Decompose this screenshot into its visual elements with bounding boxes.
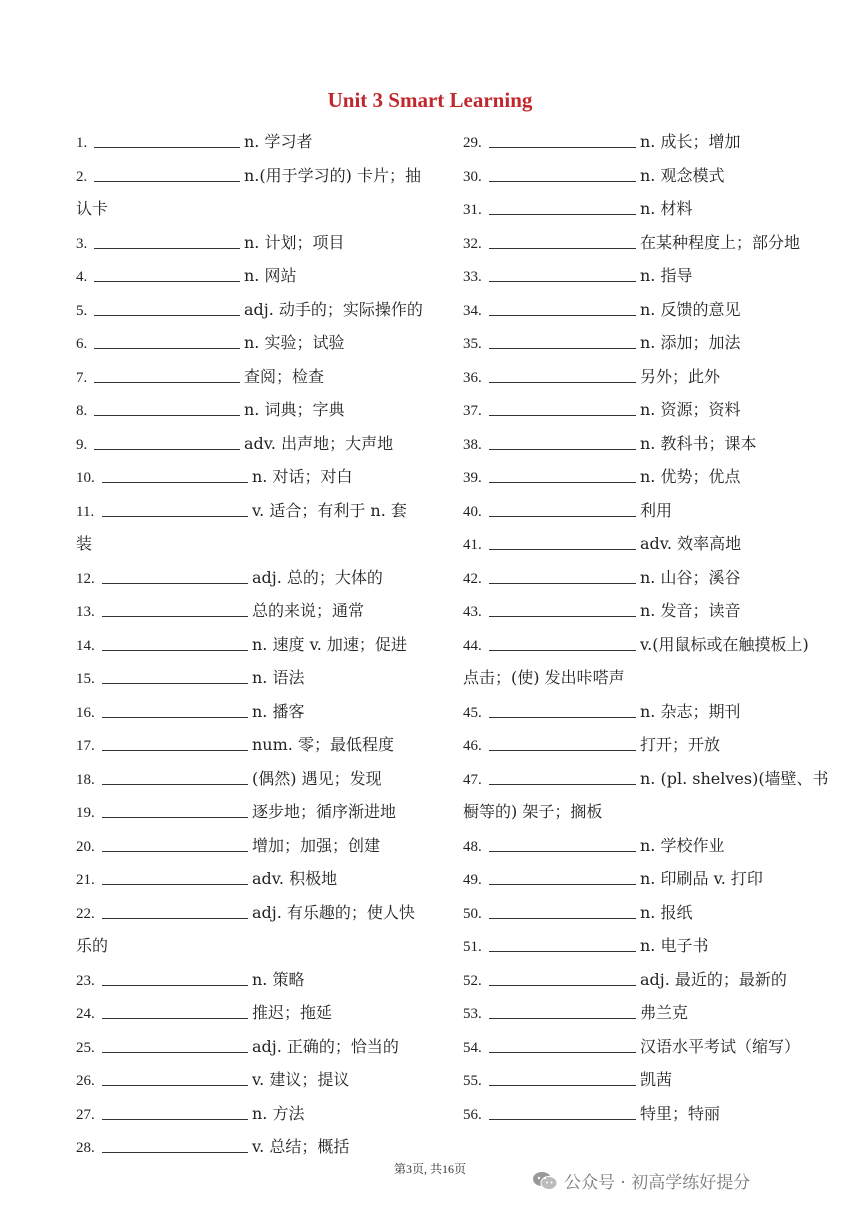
vocab-item <box>463 701 740 723</box>
answer-blank[interactable] <box>489 332 636 349</box>
item-definition: 凯茜 <box>640 1070 673 1089</box>
vocab-item <box>463 265 692 287</box>
vocab-item <box>463 768 829 790</box>
item-number: 32. <box>463 235 482 252</box>
item-definition: n. 杂志；期刊 <box>640 701 741 721</box>
item-number: 52. <box>463 972 482 989</box>
item-definition: n. 报纸 <box>640 902 693 922</box>
vocab-item <box>76 902 415 924</box>
vocab-item <box>463 466 740 488</box>
vocab-item <box>76 1136 349 1158</box>
item-definition: n. 山谷；溪谷 <box>640 567 741 587</box>
answer-blank[interactable] <box>102 801 248 818</box>
item-number: 54. <box>463 1039 482 1056</box>
answer-blank[interactable] <box>102 868 248 885</box>
vocab-item <box>463 299 740 321</box>
answer-blank[interactable] <box>102 567 248 584</box>
item-number: 3. <box>76 235 88 252</box>
vocab-item <box>76 1002 332 1024</box>
vocab-item <box>76 768 382 790</box>
item-definition: adj. 正确的；恰当的 <box>252 1036 399 1056</box>
answer-blank[interactable] <box>102 768 248 785</box>
item-definition: n. 材料 <box>640 199 693 218</box>
item-definition: v. 总结；概括 <box>252 1137 350 1156</box>
answer-blank[interactable] <box>489 835 636 852</box>
page-footer: 第3页, 共16页 <box>393 1162 466 1176</box>
item-number: 29. <box>463 135 482 151</box>
item-number: 25. <box>76 1039 95 1056</box>
vocab-item <box>463 835 724 857</box>
item-number: 1. <box>76 135 88 151</box>
vocab-item <box>463 935 708 957</box>
vocab-item <box>463 131 740 153</box>
vocab-item <box>463 1069 672 1091</box>
answer-blank[interactable] <box>489 433 636 450</box>
item-definition: n. 观念模式 <box>640 165 725 185</box>
answer-blank[interactable] <box>489 198 636 215</box>
item-number: 39. <box>463 470 482 486</box>
vocab-item <box>463 232 800 254</box>
item-definition: num. 零；最低程度 <box>252 735 394 754</box>
answer-blank[interactable] <box>102 500 248 517</box>
vocab-item <box>76 165 421 187</box>
item-definition: 推迟；拖延 <box>252 1003 333 1022</box>
item-number: 4. <box>76 269 88 285</box>
answer-blank[interactable] <box>489 366 636 383</box>
item-definition: n. 反馈的意见 <box>640 299 741 319</box>
item-number: 55. <box>463 1073 482 1089</box>
item-definition: n. 优势；优点 <box>640 467 741 486</box>
item-definition: v. 建议；提议 <box>252 1070 350 1089</box>
answer-blank[interactable] <box>94 433 240 450</box>
vocab-item <box>76 131 312 153</box>
item-definition: n. (pl. shelves)(墙壁、书 <box>640 768 829 788</box>
answer-blank[interactable] <box>102 634 248 651</box>
answer-blank[interactable] <box>102 734 248 751</box>
item-definition: n. 速度 v. 加速；促进 <box>252 634 407 654</box>
item-definition-continued: 装 <box>76 534 93 553</box>
item-number: 24. <box>76 1006 95 1022</box>
item-number: 15. <box>76 671 95 687</box>
answer-blank[interactable] <box>489 399 636 416</box>
answer-blank[interactable] <box>489 131 636 148</box>
item-number: 5. <box>76 302 88 319</box>
item-definition: n. 成长；增加 <box>640 132 741 151</box>
item-definition: n. 方法 <box>252 1103 305 1123</box>
item-definition: 增加；加强；创建 <box>252 835 381 855</box>
answer-blank[interactable] <box>489 567 636 584</box>
item-definition: n. 词典；字典 <box>244 400 345 419</box>
answer-blank[interactable] <box>489 265 636 282</box>
vocab-item <box>76 1036 399 1058</box>
wechat-icon <box>532 1171 558 1191</box>
item-number: 33. <box>463 269 482 285</box>
item-definition: 总的来说；通常 <box>252 601 365 620</box>
item-definition: adv. 积极地 <box>252 869 338 888</box>
item-number: 49. <box>463 872 482 888</box>
answer-blank[interactable] <box>94 265 240 282</box>
item-definition: 弗兰克 <box>640 1003 689 1022</box>
item-definition: n. 电子书 <box>640 936 709 955</box>
item-definition: n. 学习者 <box>244 132 313 151</box>
item-number: 10. <box>76 470 95 486</box>
vocab-item <box>76 701 304 723</box>
item-definition: n. 计划；项目 <box>244 232 345 252</box>
item-number: 50. <box>463 905 482 922</box>
item-number: 16. <box>76 704 95 721</box>
item-number: 27. <box>76 1106 95 1123</box>
item-definition: adj. 动手的；实际操作的 <box>244 299 423 319</box>
item-number: 37. <box>463 403 482 419</box>
vocab-item <box>463 1002 688 1024</box>
vocab-item <box>463 332 740 354</box>
item-definition: n. 印刷品 v. 打印 <box>640 869 763 888</box>
item-number: 44. <box>463 637 482 654</box>
item-definition: 查阅；检查 <box>244 366 325 386</box>
vocab-item <box>463 600 740 622</box>
item-definition: n. 添加；加法 <box>640 333 741 352</box>
item-number: 9. <box>76 436 88 453</box>
item-number: 2. <box>76 168 88 185</box>
item-number: 41. <box>463 537 482 553</box>
item-number: 6. <box>76 336 88 352</box>
answer-blank[interactable] <box>489 935 636 952</box>
item-number: 36. <box>463 369 482 386</box>
item-definition: n. 实验；试验 <box>244 333 345 352</box>
vocab-item <box>76 1103 304 1125</box>
watermark-text: 公众号 · 初高学练好提分 <box>564 1173 751 1193</box>
answer-blank[interactable] <box>102 1136 248 1153</box>
vocab-item <box>463 1103 720 1125</box>
vocab-item <box>76 1069 349 1091</box>
item-number: 14. <box>76 637 95 654</box>
answer-blank[interactable] <box>102 1002 248 1019</box>
item-definition: n.(用于学习的) 卡片；抽 <box>244 165 421 185</box>
item-number: 56. <box>463 1106 482 1123</box>
vocab-item <box>463 969 787 991</box>
answer-blank[interactable] <box>489 768 636 785</box>
vocab-item <box>463 634 809 656</box>
vocab-item <box>463 399 740 421</box>
vocab-item <box>76 868 337 890</box>
answer-blank[interactable] <box>489 533 636 550</box>
vocab-item <box>76 801 396 823</box>
item-number: 53. <box>463 1006 482 1022</box>
item-definition: n. 语法 <box>252 668 305 687</box>
answer-blank[interactable] <box>94 299 240 316</box>
item-definition: n. 学校作业 <box>640 835 725 855</box>
item-definition-continued: 认卡 <box>76 199 109 218</box>
vocab-item <box>76 634 407 656</box>
vocab-item <box>463 902 692 924</box>
item-definition: adj. 总的；大体的 <box>252 567 383 587</box>
vocab-item <box>463 533 741 555</box>
answer-blank[interactable] <box>489 1036 636 1053</box>
item-definition-continued: 橱等的) 架子；搁板 <box>463 802 603 821</box>
item-number: 7. <box>76 369 88 386</box>
item-number: 8. <box>76 403 88 419</box>
item-definition: v.(用鼠标或在触摸板上) <box>640 634 809 654</box>
item-number: 40. <box>463 503 482 520</box>
vocab-item <box>76 835 380 857</box>
item-definition: 另外；此外 <box>640 366 721 386</box>
item-number: 17. <box>76 738 95 754</box>
item-definition: 逐步地；循序渐进地 <box>252 802 397 821</box>
item-definition: 在某种程度上；部分地 <box>640 232 801 252</box>
answer-blank[interactable] <box>489 466 636 483</box>
vocab-item <box>463 366 720 388</box>
item-definition: 特里；特丽 <box>640 1103 721 1123</box>
answer-blank[interactable] <box>102 1036 248 1053</box>
item-definition: (偶然) 遇见；发现 <box>252 768 382 788</box>
answer-blank[interactable] <box>94 332 240 349</box>
item-definition: adv. 出声地；大声地 <box>244 433 394 453</box>
vocab-item <box>76 567 383 589</box>
vocab-item <box>463 1036 800 1058</box>
item-definition: n. 发音；读音 <box>640 601 741 620</box>
item-number: 12. <box>76 570 95 587</box>
watermark <box>532 1168 750 1193</box>
item-number: 35. <box>463 336 482 352</box>
answer-blank[interactable] <box>94 399 240 416</box>
item-number: 19. <box>76 805 95 821</box>
answer-blank[interactable] <box>489 232 636 249</box>
vocab-item <box>76 600 364 622</box>
item-number: 30. <box>463 168 482 185</box>
item-number: 11. <box>76 503 95 520</box>
item-definition-continued: 点击；(使) 发出咔嗒声 <box>463 668 625 687</box>
item-definition: n. 教科书；课本 <box>640 433 757 453</box>
answer-blank[interactable] <box>489 969 636 986</box>
item-definition: v. 适合；有利于 n. 套 <box>252 500 407 520</box>
answer-blank[interactable] <box>489 1002 636 1019</box>
vocab-item <box>463 198 692 220</box>
answer-blank[interactable] <box>102 701 248 718</box>
item-number: 42. <box>463 570 482 587</box>
vocab-item <box>76 399 344 421</box>
answer-blank[interactable] <box>102 969 248 986</box>
vocab-item <box>76 667 304 689</box>
vocab-item <box>76 265 296 287</box>
vocab-item <box>463 433 756 455</box>
item-definition: adj. 有乐趣的；使人快 <box>252 902 415 922</box>
item-definition: n. 网站 <box>244 266 297 285</box>
item-number: 22. <box>76 905 95 922</box>
item-number: 20. <box>76 838 95 855</box>
vocab-item <box>463 567 740 589</box>
answer-blank[interactable] <box>489 902 636 919</box>
answer-blank[interactable] <box>489 299 636 316</box>
answer-blank[interactable] <box>489 1069 636 1086</box>
item-number: 45. <box>463 704 482 721</box>
item-number: 47. <box>463 771 482 788</box>
item-number: 51. <box>463 939 482 955</box>
answer-blank[interactable] <box>94 165 240 182</box>
vocab-item <box>463 734 720 756</box>
vocab-item <box>463 165 724 187</box>
answer-blank[interactable] <box>94 232 240 249</box>
vocab-item <box>463 868 763 890</box>
item-number: 48. <box>463 838 482 855</box>
page-title: Unit 3 Smart Learning <box>327 88 533 112</box>
answer-blank[interactable] <box>489 165 636 182</box>
item-number: 34. <box>463 302 482 319</box>
vocab-item <box>76 734 394 756</box>
answer-blank[interactable] <box>102 1069 248 1086</box>
item-definition: n. 对话；对白 <box>252 467 353 486</box>
vocab-item <box>463 500 672 522</box>
answer-blank[interactable] <box>94 366 240 383</box>
item-number: 18. <box>76 771 95 788</box>
item-definition-continued: 乐的 <box>76 936 109 955</box>
item-definition: 打开；开放 <box>640 735 721 754</box>
item-number: 43. <box>463 604 482 620</box>
vocab-item <box>76 366 324 388</box>
item-number: 13. <box>76 604 95 620</box>
answer-blank[interactable] <box>489 868 636 885</box>
answer-blank[interactable] <box>489 600 636 617</box>
answer-blank[interactable] <box>489 701 636 718</box>
answer-blank[interactable] <box>489 634 636 651</box>
item-definition: n. 资源；资料 <box>640 400 741 419</box>
vocab-item <box>76 299 423 321</box>
item-definition: adj. 最近的；最新的 <box>640 969 787 989</box>
answer-blank[interactable] <box>102 1103 248 1120</box>
answer-blank[interactable] <box>102 902 248 919</box>
vocab-item <box>76 232 344 254</box>
item-definition: n. 指导 <box>640 266 693 285</box>
item-number: 28. <box>76 1140 95 1156</box>
answer-blank[interactable] <box>102 667 248 684</box>
vocab-item <box>76 433 393 455</box>
vocab-item <box>76 466 352 488</box>
answer-blank[interactable] <box>489 1103 636 1120</box>
item-number: 21. <box>76 872 95 888</box>
item-number: 38. <box>463 436 482 453</box>
vocab-item <box>76 969 304 991</box>
answer-blank[interactable] <box>489 734 636 751</box>
item-definition: adv. 效率高地 <box>640 534 742 553</box>
answer-blank[interactable] <box>102 466 248 483</box>
item-definition: n. 播客 <box>252 701 305 721</box>
vocab-item <box>76 332 344 354</box>
item-number: 23. <box>76 972 95 989</box>
item-number: 31. <box>463 202 482 218</box>
item-number: 26. <box>76 1073 95 1089</box>
answer-blank[interactable] <box>102 835 248 852</box>
answer-blank[interactable] <box>94 131 240 148</box>
answer-blank[interactable] <box>102 600 248 617</box>
item-definition: 利用 <box>640 500 673 520</box>
item-number: 46. <box>463 738 482 754</box>
item-definition: n. 策略 <box>252 969 305 989</box>
answer-blank[interactable] <box>489 500 636 517</box>
item-definition: 汉语水平考试（缩写） <box>640 1036 801 1056</box>
vocab-item <box>76 500 407 522</box>
